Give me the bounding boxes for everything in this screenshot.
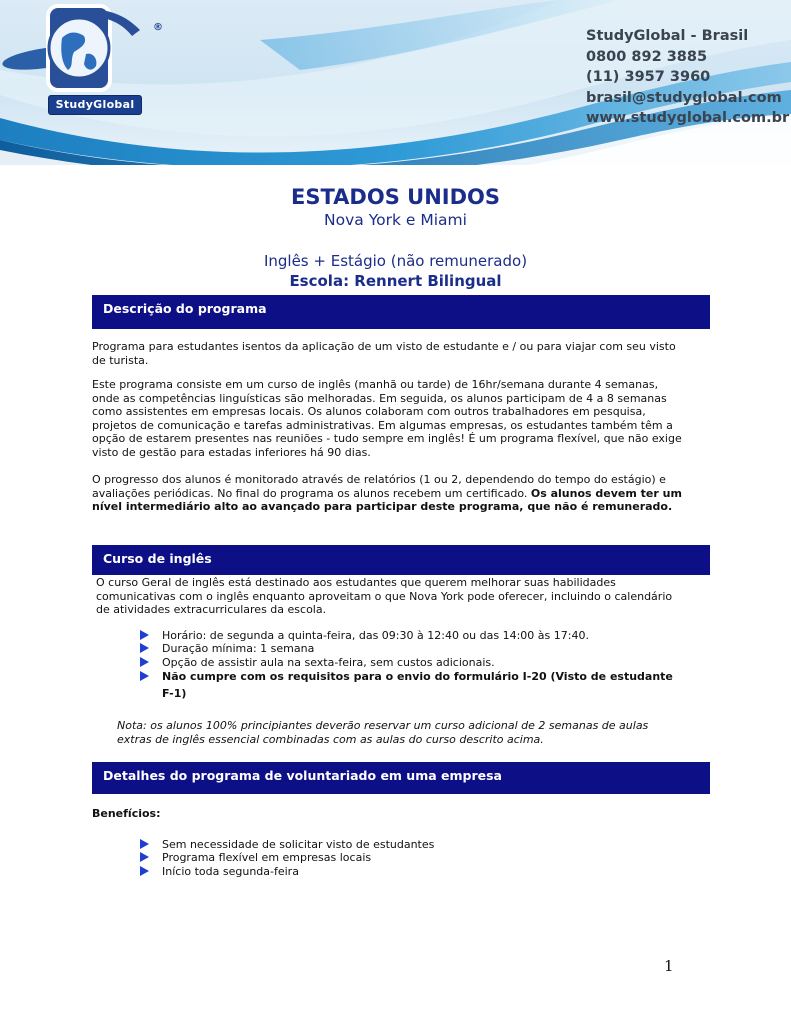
section-heading-text: Curso de inglês — [103, 551, 212, 566]
studyglobal-logo-icon — [0, 0, 160, 110]
section-header-volunteer — [92, 762, 710, 794]
header-banner — [0, 0, 791, 165]
volunteer-benefits-list — [138, 838, 683, 878]
description-p3-requirement: Os alunos devem ter um nível intermediário alto ao avançado para participar deste programa, que não é remunerado. — [92, 486, 682, 514]
page-number: 1 — [664, 957, 674, 975]
list-item: Programa flexível em empresas locais — [138, 851, 683, 864]
arrow-bullet-icon — [140, 630, 149, 640]
list-item: Início toda segunda-feira — [138, 865, 683, 878]
contact-company: StudyGlobal - Brasil — [586, 28, 749, 44]
logo-wordmark: StudyGlobal — [48, 95, 142, 115]
description-paragraph-2: Este programa consiste em um curso de inglês (manhã ou tarde) de 16hr/semana durante 4 semanas, onde as competências linguísticas são melhoradas. Em seguida, os alunos participam de 4 a 8 semanas como assistentes em empresas locais. Os alunos colaboram com outros trabalhadores em pesquisa, projetos de comunicação e tarefas administrativas. Em algumas empresas, os estudantes também têm a opção de estarem presentes nas reuniões - tudo sempre em inglês! É um programa flexível, que não exige visto de gestão para estadas inferiores há 90 dias. — [92, 378, 682, 459]
english-course-bullet-list — [138, 629, 683, 702]
english-course-note: Nota: os alunos 100% principiantes deverão reservar um curso adicional de 2 semanas de aulas extras de inglês essencial combinadas com as aulas do curso descrito acima. — [117, 719, 649, 746]
contact-website-link[interactable]: www.studyglobal.com.br — [586, 110, 790, 126]
description-paragraph-1: Programa para estudantes isentos da aplicação de um visto de estudante e / ou para viajar com seu visto de turista. — [92, 340, 676, 367]
benefits-label: Benefícios: — [92, 807, 161, 820]
page-title: ESTADOS UNIDOS — [291, 185, 500, 209]
arrow-bullet-icon — [140, 852, 149, 862]
arrow-bullet-icon — [140, 866, 149, 876]
section-heading-text: Detalhes do programa de voluntariado em uma empresa — [103, 768, 502, 783]
contact-block — [586, 26, 789, 129]
contact-phone-tollfree: 0800 892 3885 — [586, 48, 708, 65]
school-name: Escola: Rennert Bilingual — [289, 272, 502, 290]
section-header-english-course — [92, 545, 710, 575]
contact-phone-local: (11) 3957 3960 — [586, 69, 711, 85]
english-course-intro: O curso Geral de inglês está destinado aos estudantes que querem melhorar suas habilidades comunicativas com o inglês enquanto aproveitam o que Nova York pode oferecer, incluindo o calendário de atividades extracurriculares da escola. — [96, 576, 673, 617]
description-p3-text: O progresso dos alunos é monitorado através de relatórios (1 ou 2, dependendo do tempo do estágio) e avaliações periódicas. No final do programa os alunos recebem um certificado. — [92, 473, 666, 500]
page-subtitle: Nova York e Miami — [324, 211, 467, 229]
contact-email-link[interactable]: brasil@studyglobal.com — [586, 89, 782, 106]
arrow-bullet-icon — [140, 657, 149, 667]
list-item: Sem necessidade de solicitar visto de estudantes — [138, 838, 683, 851]
arrow-bullet-icon — [140, 839, 149, 849]
list-item: Opção de assistir aula na sexta-feira, sem custos adicionais. — [138, 656, 683, 669]
list-item: Duração mínima: 1 semana — [138, 642, 683, 655]
section-heading-text: Descrição do programa — [103, 301, 267, 316]
arrow-bullet-icon — [140, 671, 149, 681]
arrow-bullet-icon — [140, 643, 149, 653]
program-name: Inglês + Estágio (não remunerado) — [263, 252, 528, 270]
list-item: Não cumpre com os requisitos para o envio do formulário I-20 (Visto de estudante F-1) — [138, 669, 683, 702]
section-header-description — [92, 295, 710, 329]
list-item: Horário: de segunda a quinta-feira, das 09:30 à 12:40 ou das 14:00 às 17:40. — [138, 629, 683, 642]
registered-mark: ® — [153, 22, 163, 33]
description-paragraph-3 — [92, 473, 682, 514]
